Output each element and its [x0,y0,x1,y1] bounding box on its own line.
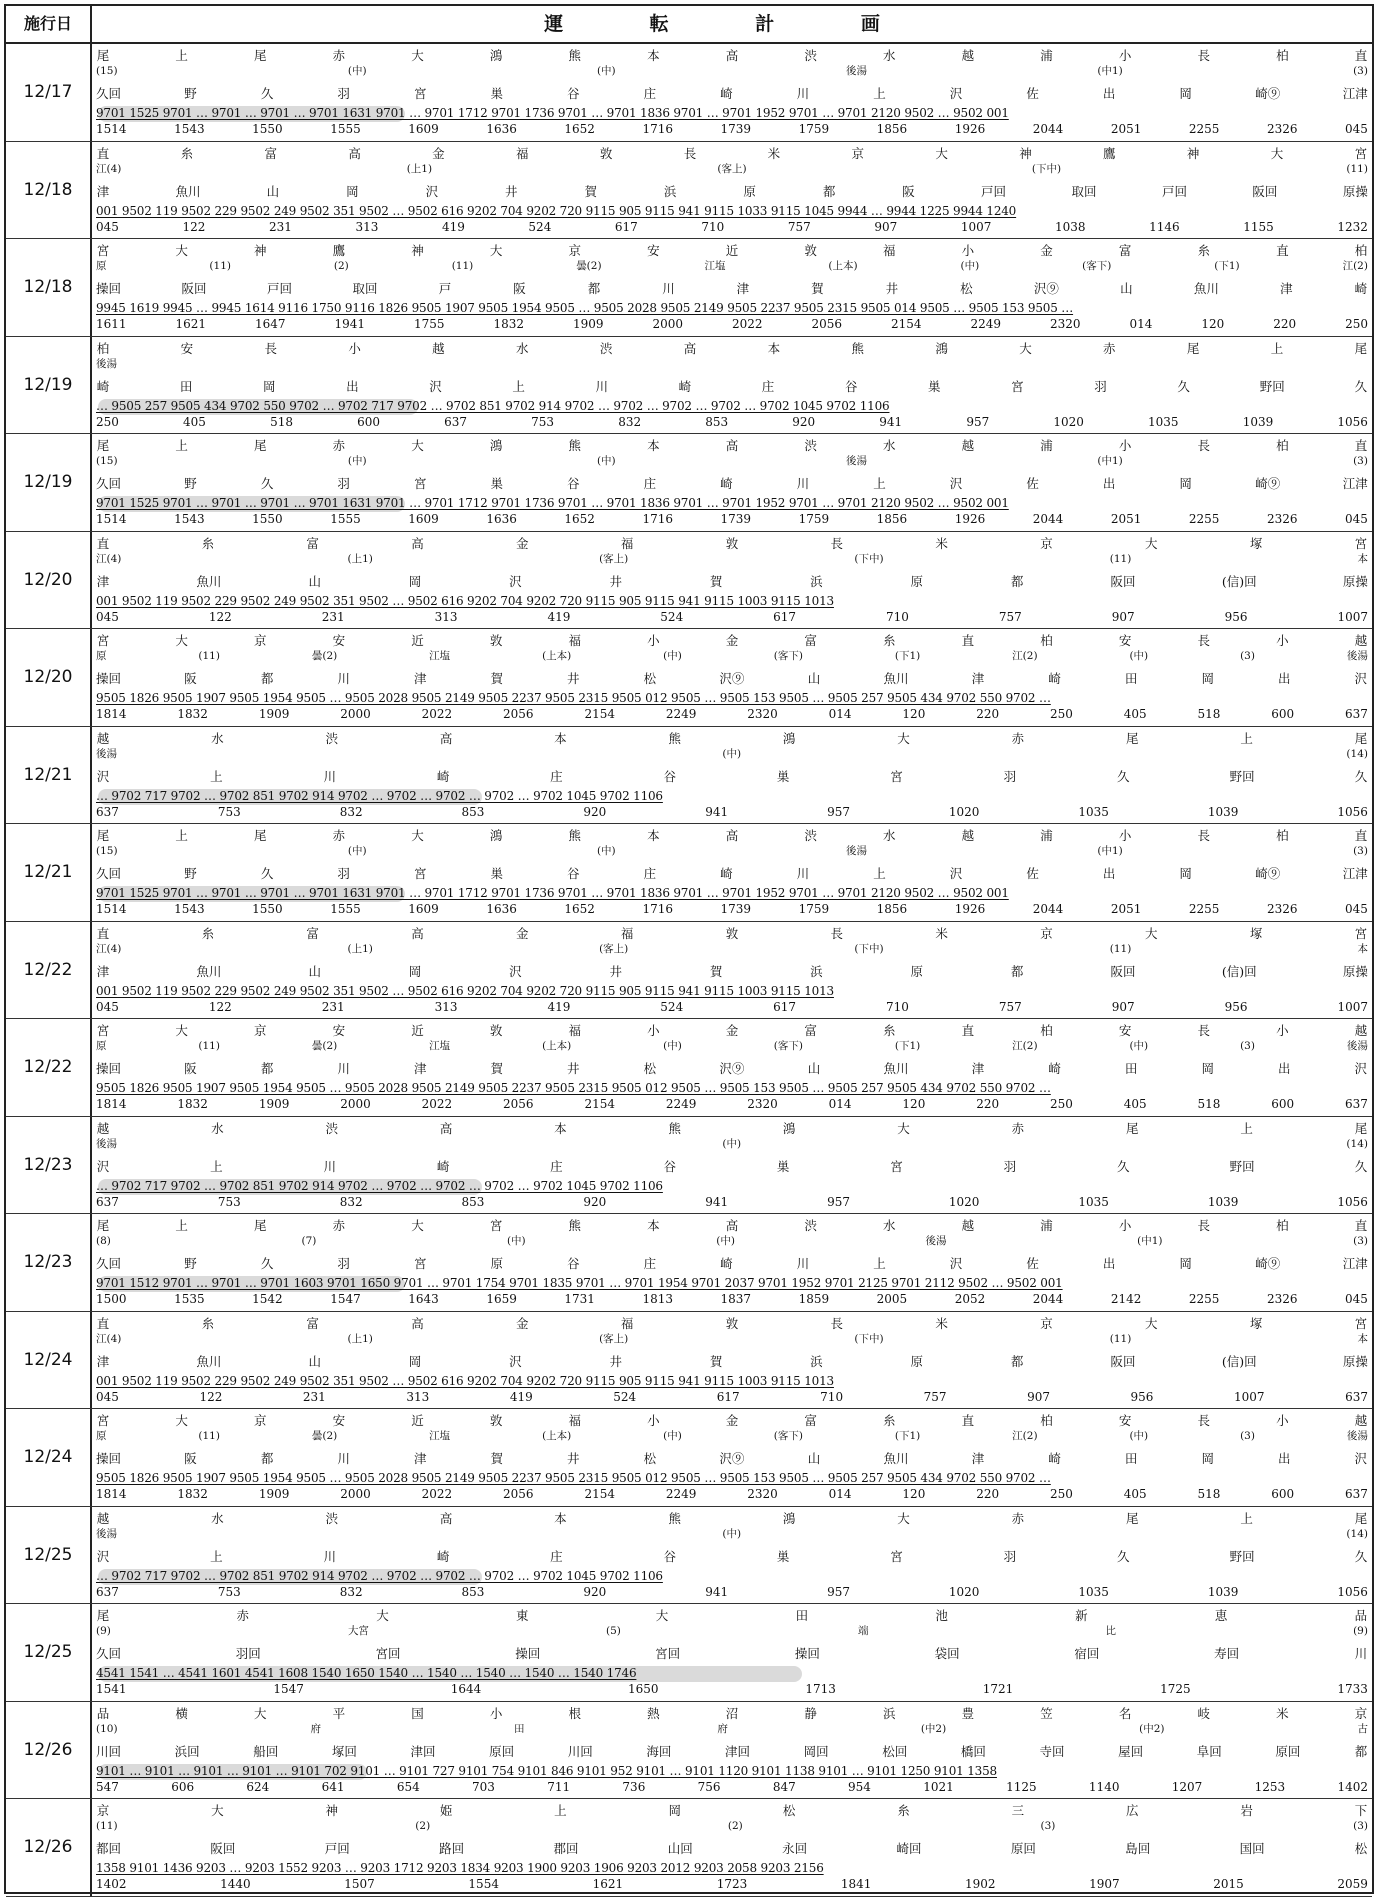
train-numbers: 9701 1525 9701 … 9701 … 9701 … 9701 1631 9701 … 9701 1712 9701 1736 9701 … 9701 1836 9701 … 9701 1952 9701 … 9701 2120 9502 … 9502 001 [96,886,1009,900]
schedule-row [6,1604,1372,1702]
schedule-row [6,1117,1372,1215]
schedule-row [6,1799,1372,1897]
row-date: 12/20 [6,532,92,629]
station-suffixes: 久回 野 久 羽 宮 原 谷 庄 崎 川 上 沢 佐 出 岡 崎⑨ 江津 [96,1256,1368,1271]
station-names: 越 水 渋 高 本 熊 鴻 大 赤 尾 上 尾 [96,730,1368,746]
row-body [92,1604,1372,1701]
station-names: 直 糸 富 高 金 福 敦 長 米 京 大 神 鷹 神 大 宮 [96,145,1368,161]
station-notes: (9) 大宮 (5) 端 比 (9) [96,1625,1368,1637]
station-names: 尾 上 尾 赤 大 鴻 熊 本 高 渋 水 越 浦 小 長 柏 直 [96,828,1368,843]
station-suffixes: 津 魚川 山 岡 沢 井 賀 浜 原 都 阪回 (信)回 原操 [96,1353,1368,1369]
schedule-row [6,434,1372,532]
train-numbers: 9701 1525 9701 … 9701 … 9701 … 9701 1631 9701 … 9701 1712 9701 1736 9701 … 9701 1836 9701 … 9701 1952 9701 … 9701 2120 9502 … 9502 001 [96,106,1009,120]
station-notes: 後湯 [96,357,117,370]
station-names: 尾 上 尾 赤 大 鴻 熊 本 高 渋 水 越 浦 小 長 柏 直 [96,48,1368,63]
train-numbers: 1358 9101 1436 9203 … 9203 1552 9203 … 9203 1712 9203 1834 9203 1900 9203 1906 9203 2012 9203 2058 9203 2156 [96,1861,824,1875]
arrival-times: 250 405 518 600 637 753 832 853 920 941 957 1020 1035 1039 1056 [96,414,1368,429]
row-date: 12/19 [6,434,92,531]
arrival-times: 1514 1543 1550 1555 1609 1636 1652 1716 1739 1759 1856 1926 2044 2051 2255 2326 045 [96,512,1368,526]
train-numbers: … 9702 717 9702 … 9702 851 9702 914 9702 … 9702 … 9702 … 9702 … 9702 1045 9702 1106 [96,788,663,803]
train-numbers: … 9505 257 9505 434 9702 550 9702 … 9702 717 9702 … 9702 851 9702 914 9702 … 9702 … 9702 … 9702 … 9702 1045 9702 1106 [96,398,890,413]
station-notes: 原 (11) 曇(2) 江塩 (上本) (中) (客下) (下1) 江(2) (中) (3) 後湯 [96,1040,1368,1052]
station-notes: (8) (7) (中) (中) 後湯 (中1) (3) [96,1235,1368,1247]
station-notes: 江(4) (上1) (客上) (下中) (11) 本 [96,942,1368,955]
station-suffixes: 津 魚川 山 岡 沢 井 賀 浜 原 都 阪回 (信)回 原操 [96,573,1368,589]
station-names: 京 大 神 姫 上 岡 松 糸 三 広 岩 下 [96,1803,1368,1818]
station-suffixes: 操回 阪 都 川 津 賀 井 松 沢⑨ 山 魚川 津 崎 田 岡 出 沢 [96,671,1368,686]
arrival-times: 1814 1832 1909 2000 2022 2056 2154 2249 2320 014 120 220 250 405 518 600 637 [96,707,1368,721]
row-body [92,1214,1372,1311]
train-numbers: 001 9502 119 9502 229 9502 249 9502 351 9502 … 9502 616 9202 704 9202 720 9115 905 9115 941 9115 1003 9115 1013 [96,983,834,998]
station-notes: (15) (中) (中) 後湯 (中1) (3) [96,845,1368,857]
row-body [92,727,1372,824]
row-body [92,824,1372,921]
station-suffixes: 沢 上 川 崎 庄 谷 巣 宮 羽 久 野回 久 [96,1158,1368,1174]
station-names: 宮 大 京 安 近 敦 福 小 金 富 糸 直 柏 安 長 小 越 [96,1413,1368,1428]
station-notes: 原 (11) 曇(2) 江塩 (上本) (中) (客下) (下1) 江(2) (中) (3) 後湯 [96,650,1368,662]
train-numbers: 9505 1826 9505 1907 9505 1954 9505 … 9505 2028 9505 2149 9505 2237 9505 2315 9505 012 9505 … 9505 153 9505 … 9505 257 9505 434 9702 550 9702 … [96,1081,1051,1095]
row-body [92,44,1372,141]
station-names: 尾 赤 大 東 大 田 池 新 恵 品 [96,1608,1368,1623]
station-suffixes: 久回 野 久 羽 宮 巣 谷 庄 崎 川 上 沢 佐 出 岡 崎⑨ 江津 [96,476,1368,491]
station-names: 宮 大 京 安 近 敦 福 小 金 富 糸 直 柏 安 長 小 越 [96,633,1368,648]
row-body [92,1702,1372,1799]
row-date: 12/24 [6,1312,92,1409]
station-suffixes: 津 魚川 山 岡 沢 井 賀 浜 原 都 阪 戸回 取回 戸回 阪回 原操 [96,183,1368,199]
train-numbers: 9505 1826 9505 1907 9505 1954 9505 … 9505 2028 9505 2149 9505 2237 9505 2315 9505 012 9505 … 9505 153 9505 … 9505 257 9505 434 9702 550 9702 … [96,691,1051,705]
station-notes: (10) 府 田 府 (中2) (中2) 古 [96,1722,1368,1735]
station-suffixes: 沢 上 川 崎 庄 谷 巣 宮 羽 久 野回 久 [96,768,1368,784]
station-names: 尾 上 尾 赤 大 鴻 熊 本 高 渋 水 越 浦 小 長 柏 直 [96,438,1368,453]
station-suffixes: 都回 阪回 戸回 路回 郡回 山回 永回 崎回 原回 島回 国回 松 [96,1841,1368,1856]
schedule-row [6,629,1372,727]
arrival-times: 1541 1547 1644 1650 1713 1721 1725 1733 [96,1682,1368,1696]
station-names: 直 糸 富 高 金 福 敦 長 米 京 大 塚 宮 [96,535,1368,551]
date-column-header: 施行日 [6,6,92,42]
schedule-row [6,532,1372,630]
schedule-row [6,1702,1372,1800]
station-notes: 後湯 (中) (14) [96,1137,1368,1150]
arrival-times: 547 606 624 641 654 703 711 736 756 847 954 1021 1125 1140 1207 1253 1402 [96,1779,1368,1794]
row-date: 12/17 [6,44,92,141]
row-date: 12/23 [6,1214,92,1311]
station-names: 直 糸 富 高 金 福 敦 長 米 京 大 塚 宮 [96,925,1368,941]
train-numbers: … 9702 717 9702 … 9702 851 9702 914 9702 … 9702 … 9702 … 9702 … 9702 1045 9702 1106 [96,1178,663,1193]
station-notes: 江(4) (上1) (客上) (下中) (11) 本 [96,1332,1368,1345]
row-date: 12/26 [6,1799,92,1896]
station-suffixes: 操回 阪 都 川 津 賀 井 松 沢⑨ 山 魚川 津 崎 田 岡 出 沢 [96,1061,1368,1076]
row-date: 12/21 [6,824,92,921]
schedule-row [6,1409,1372,1507]
station-suffixes: 津 魚川 山 岡 沢 井 賀 浜 原 都 阪回 (信)回 原操 [96,963,1368,979]
schedule-sheet [4,4,1374,1894]
station-names: 宮 大 神 鷹 神 大 京 安 近 敦 福 小 金 富 糸 直 柏 [96,243,1368,258]
row-date: 12/25 [6,1604,92,1701]
station-names: 宮 大 京 安 近 敦 福 小 金 富 糸 直 柏 安 長 小 越 [96,1023,1368,1038]
train-numbers: … 9702 717 9702 … 9702 851 9702 914 9702 … 9702 … 9702 … 9702 … 9702 1045 9702 1106 [96,1568,663,1583]
arrival-times: 045 122 231 313 419 524 617 710 757 907 956 1007 [96,999,1368,1014]
station-suffixes: 操回 阪 都 川 津 賀 井 松 沢⑨ 山 魚川 津 崎 田 岡 出 沢 [96,1451,1368,1466]
train-numbers: 9101 … 9101 … 9101 … 9101 … 9101 702 9101 … 9101 727 9101 754 9101 846 9101 952 9101 … 9101 1120 9101 1138 9101 … 9101 1250 9101 1358 [96,1763,997,1778]
row-date: 12/26 [6,1702,92,1799]
row-body [92,239,1372,336]
row-date: 12/22 [6,922,92,1019]
row-body [92,1117,1372,1214]
station-names: 尾 上 尾 赤 大 宮 熊 本 高 渋 水 越 浦 小 長 柏 直 [96,1218,1368,1233]
train-numbers: 9505 1826 9505 1907 9505 1954 9505 … 9505 2028 9505 2149 9505 2237 9505 2315 9505 012 9505 … 9505 153 9505 … 9505 257 9505 434 9702 550 9702 … [96,1471,1051,1485]
schedule-row [6,142,1372,240]
station-notes: 江(4) (上1) (客上) (下中) (11) [96,162,1368,175]
station-names: 直 糸 富 高 金 福 敦 長 米 京 大 塚 宮 [96,1315,1368,1331]
station-suffixes: 久回 羽回 宮回 操回 宮回 操回 袋回 宿回 寿回 川 [96,1646,1368,1661]
schedule-row [6,337,1372,435]
row-date: 12/24 [6,1409,92,1506]
station-notes: (15) (中) (中) 後湯 (中1) (3) [96,65,1368,77]
row-date: 12/19 [6,337,92,434]
row-body [92,1409,1372,1506]
row-date: 12/21 [6,727,92,824]
arrival-times: 637 753 832 853 920 941 957 1020 1035 1039 1056 [96,1584,1368,1599]
row-body [92,1507,1372,1604]
row-body [92,1799,1372,1896]
row-body [92,532,1372,629]
schedule-row [6,1507,1372,1605]
train-numbers: 001 9502 119 9502 229 9502 249 9502 351 9502 … 9502 616 9202 704 9202 720 9115 905 9115 941 9115 1033 9115 1045 9944 … 9944 1225 9944 1240 [96,203,1017,218]
row-date: 12/22 [6,1019,92,1116]
train-numbers: 9701 1525 9701 … 9701 … 9701 … 9701 1631 9701 … 9701 1712 9701 1736 9701 … 9701 1836 9701 … 9701 1952 9701 … 9701 2120 9502 … 9502 001 [96,496,1009,510]
arrival-times: 045 122 231 313 419 524 617 710 757 907 1007 1038 1146 1155 1232 [96,219,1368,234]
page-title: 運 転 計 画 [544,13,920,35]
station-names: 越 水 渋 高 本 熊 鴻 大 赤 尾 上 尾 [96,1510,1368,1526]
train-numbers: 9701 1512 9701 … 9701 … 9701 1603 9701 1650 9701 … 9701 1754 9701 1835 9701 … 9701 1954 9701 2037 9701 1952 9701 2125 9701 2112 9502 … 9502 001 [96,1276,1063,1290]
station-notes: 原 (11) 曇(2) 江塩 (上本) (中) (客下) (下1) 江(2) (中) (3) 後湯 [96,1430,1368,1442]
schedule-row [6,824,1372,922]
row-body [92,434,1372,531]
station-suffixes: 久回 野 久 羽 宮 巣 谷 庄 崎 川 上 沢 佐 出 岡 崎⑨ 江津 [96,86,1368,101]
arrival-times: 1814 1832 1909 2000 2022 2056 2154 2249 2320 014 120 220 250 405 518 600 637 [96,1487,1368,1501]
arrival-times: 045 122 231 313 419 524 617 710 757 907 956 1007 637 [96,1389,1368,1404]
arrival-times: 1514 1543 1550 1555 1609 1636 1652 1716 1739 1759 1856 1926 2044 2051 2255 2326 045 [96,902,1368,916]
train-numbers: 001 9502 119 9502 229 9502 249 9502 351 9502 … 9502 616 9202 704 9202 720 9115 905 9115 941 9115 1003 9115 1013 [96,1373,834,1388]
arrival-times: 637 753 832 853 920 941 957 1020 1035 1039 1056 [96,1194,1368,1209]
station-suffixes: 沢 上 川 崎 庄 谷 巣 宮 羽 久 野回 久 [96,1548,1368,1564]
row-body [92,629,1372,726]
row-date: 12/23 [6,1117,92,1214]
row-body [92,922,1372,1019]
station-notes: 後湯 (中) (14) [96,1527,1368,1540]
station-names: 越 水 渋 高 本 熊 鴻 大 赤 尾 上 尾 [96,1120,1368,1136]
train-numbers: 001 9502 119 9502 229 9502 249 9502 351 9502 … 9502 616 9202 704 9202 720 9115 905 9115 941 9115 1003 9115 1013 [96,593,834,608]
schedule-row [6,239,1372,337]
station-notes: 後湯 (中) (14) [96,747,1368,760]
station-names: 品 横 大 平 国 小 根 熱 沼 静 浜 豊 笠 名 岐 米 京 [96,1705,1368,1721]
schedule-row [6,44,1372,142]
row-body [92,337,1372,434]
station-notes: (11) (2) (2) (3) (3) [96,1820,1368,1832]
row-body [92,1019,1372,1116]
arrival-times: 1514 1543 1550 1555 1609 1636 1652 1716 1739 1759 1856 1926 2044 2051 2255 2326 045 [96,122,1368,136]
arrival-times: 1611 1621 1647 1941 1755 1832 1909 2000 2022 2056 2154 2249 2320 014 120 220 250 [96,317,1368,331]
row-date: 12/18 [6,239,92,336]
station-names: 柏 安 長 小 越 水 渋 高 本 熊 鴻 大 赤 尾 上 尾 [96,340,1368,356]
row-date: 12/20 [6,629,92,726]
station-suffixes: 久回 野 久 羽 宮 巣 谷 庄 崎 川 上 沢 佐 出 岡 崎⑨ 江津 [96,866,1368,881]
train-numbers: 4541 1541 … 4541 1601 4541 1608 1540 1650 1540 … 1540 … 1540 … 1540 … 1540 1746 [96,1666,637,1680]
row-body [92,1312,1372,1409]
schedule-row [6,1019,1372,1117]
schedule-row [6,1312,1372,1410]
schedule-row [6,727,1372,825]
schedule-row [6,922,1372,1020]
station-suffixes: 川回 浜回 船回 塚回 津回 原回 川回 海回 津回 岡回 松回 橋回 寺回 屋回 阜回 原回 都 [96,1743,1368,1759]
station-notes: (15) (中) (中) 後湯 (中1) (3) [96,455,1368,467]
row-date: 12/18 [6,142,92,239]
station-notes: 原 (11) (2) (11) 曇(2) 江塩 (上本) (中) (客下) (下1) 江(2) [96,260,1368,272]
station-suffixes: 操回 阪回 戸回 取回 戸 阪 都 川 津 賀 井 松 沢⑨ 山 魚川 津 崎 [96,281,1368,296]
row-date: 12/25 [6,1507,92,1604]
station-notes: 江(4) (上1) (客上) (下中) (11) 本 [96,552,1368,565]
arrival-times: 1500 1535 1542 1547 1643 1659 1731 1813 1837 1859 2005 2052 2044 2142 2255 2326 045 [96,1292,1368,1306]
table-header [6,6,1372,44]
arrival-times: 637 753 832 853 920 941 957 1020 1035 1039 1056 [96,804,1368,819]
arrival-times: 1814 1832 1909 2000 2022 2056 2154 2249 2320 014 120 220 250 405 518 600 637 [96,1097,1368,1111]
arrival-times: 045 122 231 313 419 524 617 710 757 907 956 1007 [96,609,1368,624]
schedule-row [6,1214,1372,1312]
train-numbers: 9945 1619 9945 … 9945 1614 9116 1750 9116 1826 9505 1907 9505 1954 9505 … 9505 2028 9505 2149 9505 2237 9505 2315 9505 014 9505 … 9505 153 9505 … [96,301,1074,315]
station-suffixes: 崎 田 岡 出 沢 上 川 崎 庄 谷 巣 宮 羽 久 野回 久 [96,378,1368,394]
row-body [92,142,1372,239]
arrival-times: 1402 1440 1507 1554 1621 1723 1841 1902 1907 2015 2059 [96,1877,1368,1891]
